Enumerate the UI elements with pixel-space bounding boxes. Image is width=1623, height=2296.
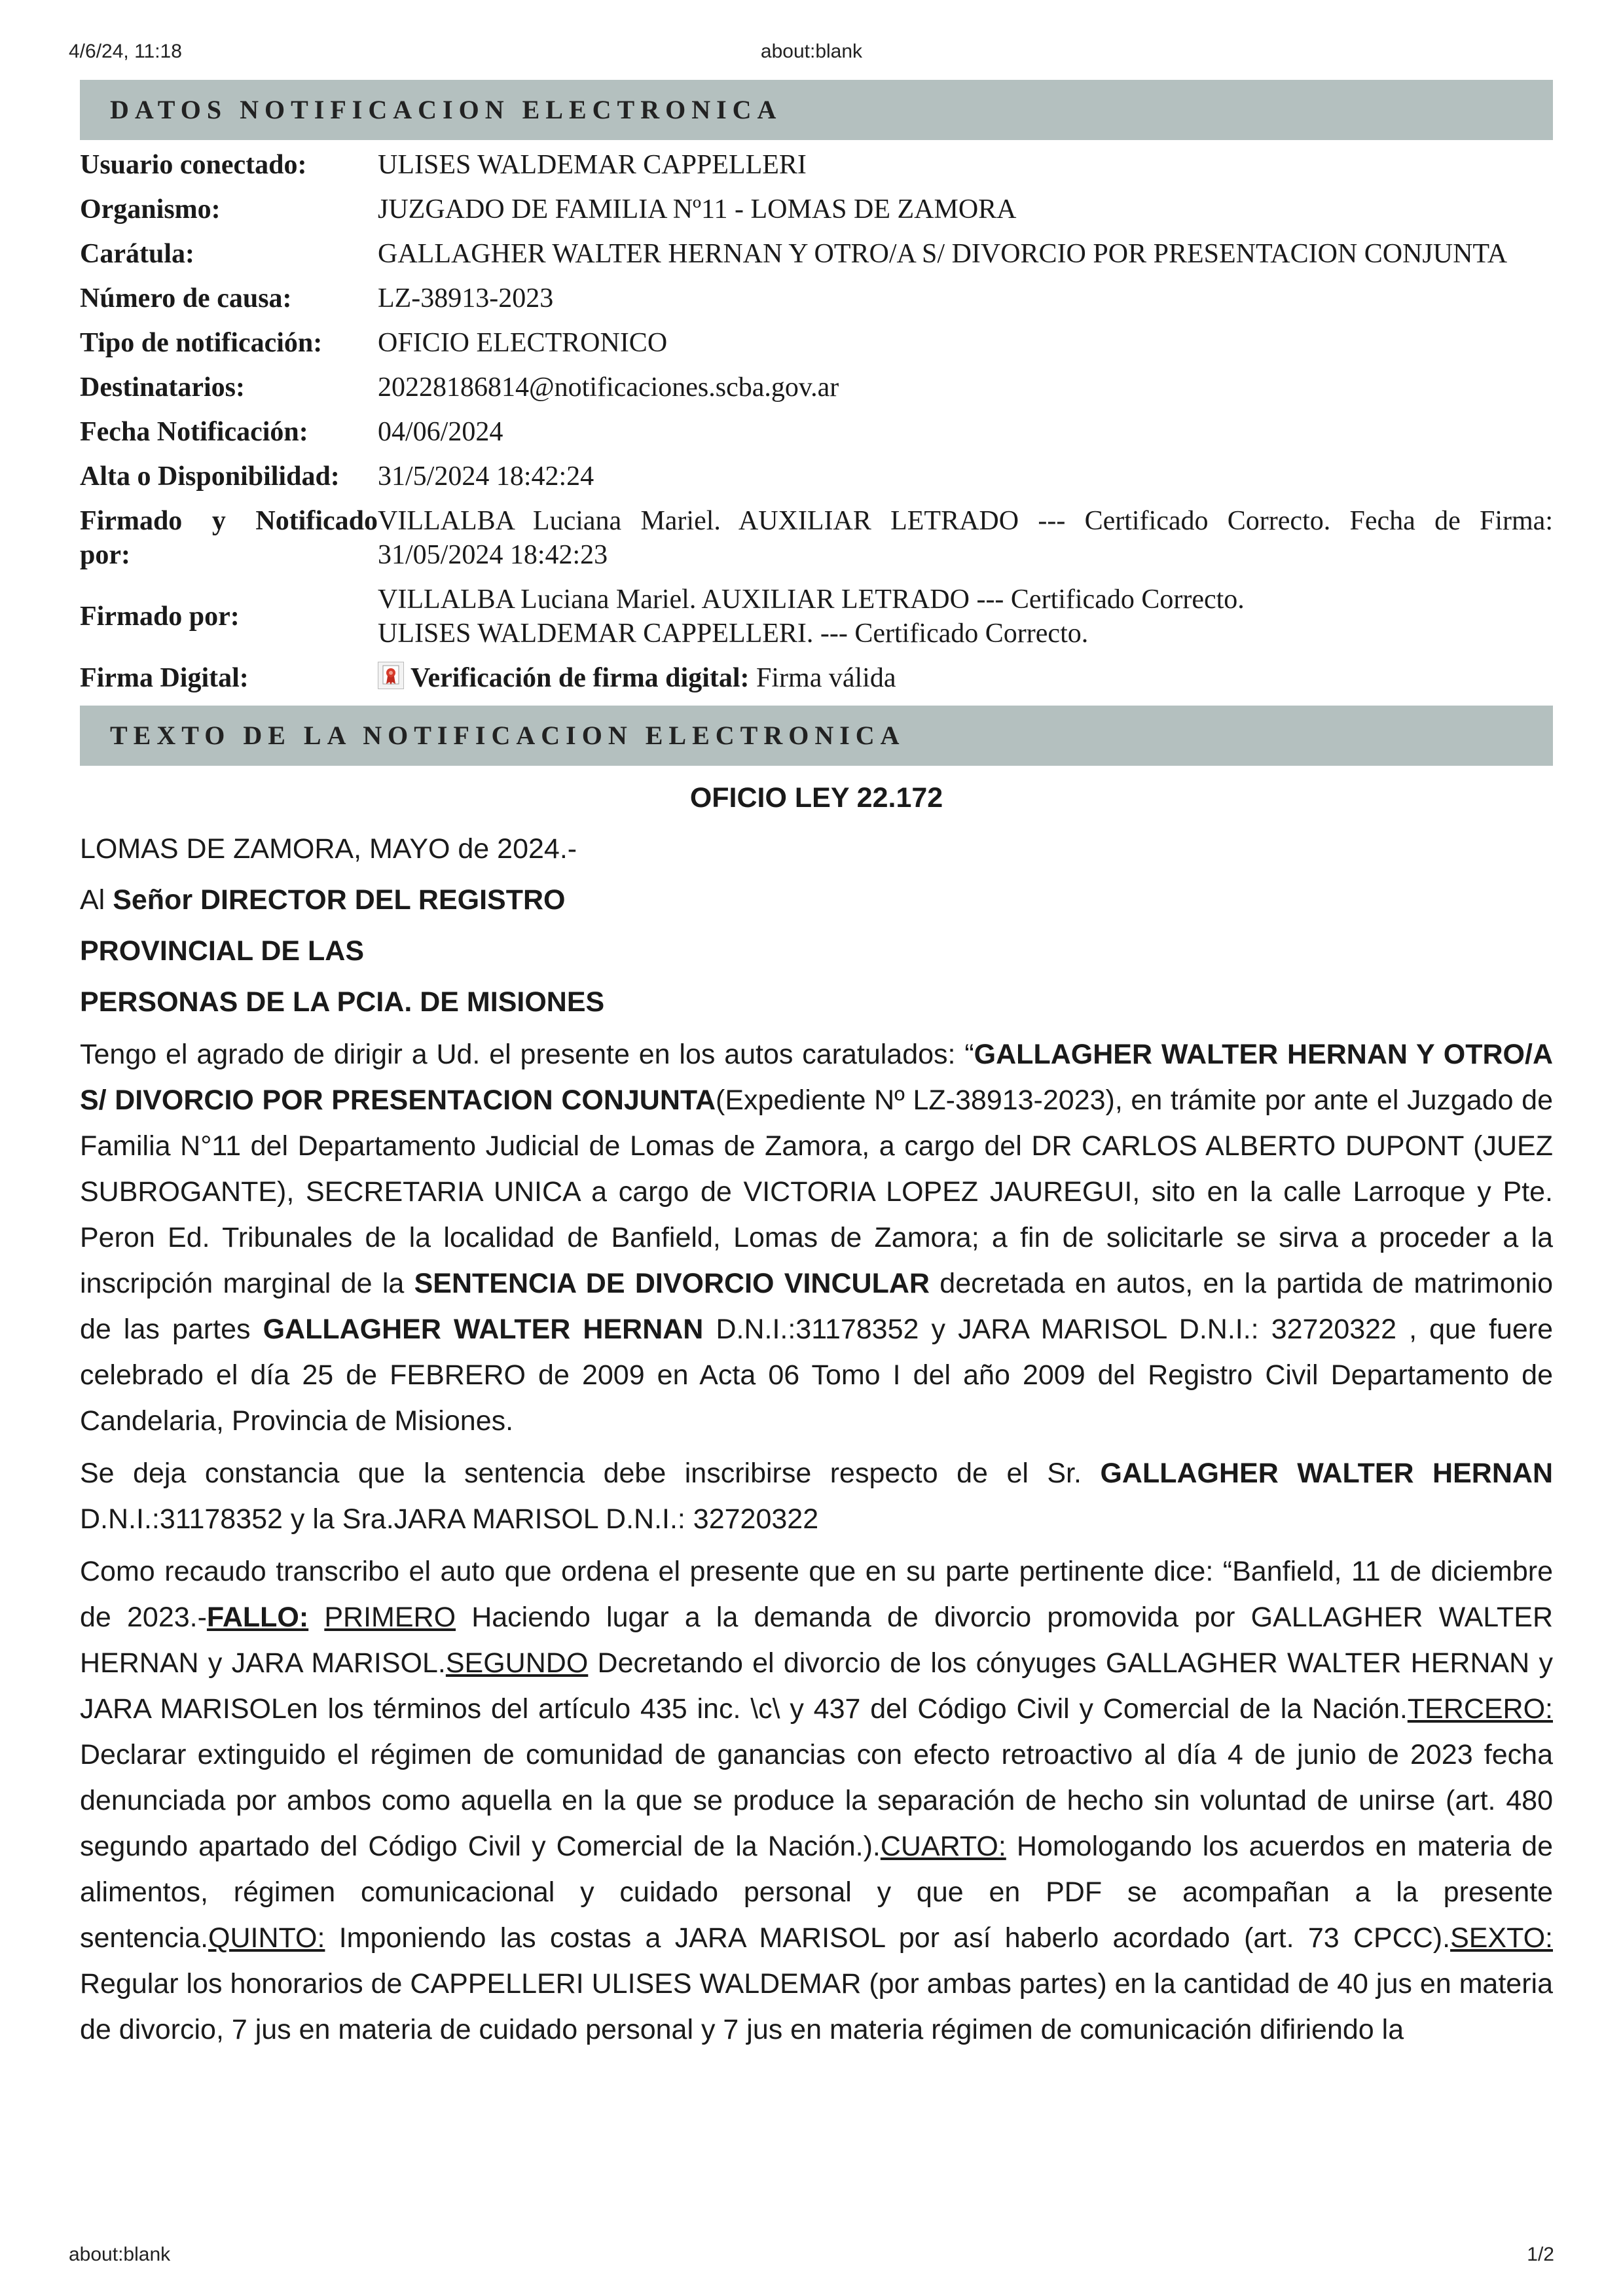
notification-metadata-table — [80, 143, 1553, 700]
field-label: Carátula: — [80, 239, 194, 269]
field-value-alta: 31/5/2024 18:42:24 — [378, 461, 594, 492]
addressee-name: PROVINCIAL DE LAS — [80, 935, 365, 967]
certificate-ribbon-icon[interactable] — [378, 662, 404, 689]
field-value-usuario: ULISES WALDEMAR CAPPELLERI — [378, 150, 807, 180]
clause-heading: QUINTO: — [208, 1922, 325, 1954]
field-row-caratula — [80, 232, 1553, 276]
signer-line: ULISES WALDEMAR CAPPELLERI. --- Certificado Correcto. — [378, 619, 1089, 649]
addressee-prefix: Al — [80, 884, 113, 916]
text-run: D.N.I.:31178352 y la Sra.JARA MARISOL D.N.I.: 32720322 — [80, 1503, 819, 1535]
field-label: Firma Digital: — [80, 663, 249, 693]
field-label: Tipo de notificación: — [80, 328, 323, 358]
field-label: Número de causa: — [80, 283, 292, 314]
section-header-datos: DATOS NOTIFICACION ELECTRONICA — [80, 80, 1553, 140]
sentence-type: SENTENCIA DE DIVORCIO VINCULAR — [414, 1268, 930, 1299]
paragraph-constancia — [80, 1450, 1553, 1542]
field-label: Destinatarios: — [80, 372, 245, 403]
field-label: Firmado por: — [80, 601, 240, 632]
field-row-firmado-notificado — [80, 499, 1553, 577]
field-label: Organismo: — [80, 194, 221, 224]
paragraph-fallo — [80, 1549, 1553, 2053]
text-run: Haciendo lugar a la demanda de divorcio promovida por GALLAGHER WALTER HERNAN y JARA MARISOL. — [80, 1602, 1553, 1679]
addressee-name: PERSONAS DE LA PCIA. DE MISIONES — [80, 986, 605, 1018]
text-run: Imponiendo las costas a JARA MARISOL por así haberlo acordado (art. 73 CPCC). — [325, 1922, 1451, 1954]
field-label: Fecha Notificación: — [80, 417, 308, 447]
clause-heading: SEXTO: — [1450, 1922, 1553, 1954]
document-content — [80, 80, 1553, 2053]
paragraph-request — [80, 1031, 1553, 1444]
field-row-destinatarios — [80, 365, 1553, 410]
addressee-name: Señor DIRECTOR DEL REGISTRO — [113, 884, 566, 916]
print-footer — [0, 2244, 1623, 2270]
clause-heading: TERCERO: — [1407, 1693, 1553, 1725]
field-row-organismo — [80, 187, 1553, 232]
text-run: decretada en autos, en la partida de matrimonio de las partes — [80, 1268, 1554, 1345]
party-name: GALLAGHER WALTER HERNAN — [1100, 1458, 1553, 1489]
field-row-firma-digital — [80, 656, 1553, 700]
addressee-line — [80, 877, 1553, 923]
text-run: (Expediente Nº LZ-38913-2023), en trámite por ante el Juzgado de Familia N°11 del Departamento Judicial de Lomas de Zamora, a cargo del DR CARLOS ALBERTO DUPONT (JUEZ SUBROGANTE), SECRETARIA UNICA a cargo de VICTORIA LOPEZ JAUREGUI, sito en la calle Larroque y Pte. Peron Ed. Tribunales de la localidad de Banfield, Lomas de Zamora; a fin de solicitarle se sirva a proceder a la inscripción marginal de la — [80, 1085, 1553, 1299]
section-header-texto: TEXTO DE LA NOTIFICACION ELECTRONICA — [80, 706, 1553, 766]
field-value-numero: LZ-38913-2023 — [378, 283, 554, 314]
verification-label: Verificación de firma digital: — [410, 663, 750, 693]
field-row-tipo — [80, 321, 1553, 365]
case-title: GALLAGHER WALTER HERNAN Y OTRO/A S/ DIVORCIO POR PRESENTACION CONJUNTA — [80, 1039, 1554, 1116]
field-value-organismo: JUZGADO DE FAMILIA Nº11 - LOMAS DE ZAMORA — [378, 194, 1017, 224]
field-value-caratula: GALLAGHER WALTER HERNAN Y OTRO/A S/ DIVORCIO POR PRESENTACION CONJUNTA — [378, 239, 1508, 269]
field-value-fecha: 04/06/2024 — [378, 417, 503, 447]
footer-url: about:blank — [69, 2244, 171, 2265]
print-datetime: 4/6/24, 11:18 — [69, 41, 182, 62]
field-row-usuario — [80, 143, 1553, 187]
addressee-line — [80, 928, 1553, 974]
signer-line: VILLALBA Luciana Mariel. AUXILIAR LETRADO --- Certificado Correcto. — [378, 584, 1245, 615]
clause-heading: PRIMERO — [324, 1602, 456, 1633]
clause-heading: SEGUNDO — [445, 1647, 589, 1679]
text-run: Tengo el agrado de dirigir a Ud. el presente en los autos caratulados: “ — [80, 1039, 974, 1070]
notification-body — [80, 775, 1553, 2053]
text-run: Regular los honorarios de CAPPELLERI ULISES WALDEMAR (por ambas partes) en la cantidad de 40 jus en materia de divorcio, 7 jus en materia de cuidado personal y 7 jus en materia régimen de comunicación difiriendo la — [80, 1968, 1553, 2045]
clause-heading: CUARTO: — [880, 1831, 1006, 1862]
text-run: Se deja constancia que la sentencia debe inscribirse respecto de el Sr. — [80, 1458, 1101, 1489]
addressee-line — [80, 979, 1553, 1025]
text-run: Como recaudo transcribo el auto que ordena el presente que en su parte pertinente dice: “Banfield, 11 de diciembre de 2023.- — [80, 1556, 1553, 1633]
page-number: 1/2 — [1527, 2244, 1554, 2265]
field-value-firmado-notificado: VILLALBA Luciana Mariel. AUXILIAR LETRADO --- Certificado Correcto. Fecha de Firma: 31/05/2024 18:42:23 — [378, 506, 1553, 570]
document-title: OFICIO LEY 22.172 — [689, 782, 943, 814]
field-row-alta — [80, 454, 1553, 499]
text-run: Homologando los acuerdos en materia de alimentos, régimen comunicacional y cuidado personal y que en PDF se acompañan a la presente sentencia. — [80, 1831, 1553, 1954]
print-header — [0, 41, 1623, 67]
date-line: LOMAS DE ZAMORA, MAYO de 2024.- — [80, 833, 577, 865]
print-url: about:blank — [760, 41, 863, 62]
verification-value: Firma válida — [756, 663, 896, 693]
field-row-fecha — [80, 410, 1553, 454]
field-row-firmado-por — [80, 577, 1553, 656]
field-label: Usuario conectado: — [80, 150, 307, 180]
text-run: Decretando el divorcio de los cónyuges GALLAGHER WALTER HERNAN y JARA MARISOLen los términos del artículo 435 inc. \c\ y 437 del Código Civil y Comercial de la Nación. — [80, 1647, 1553, 1725]
party-name: GALLAGHER WALTER HERNAN — [263, 1314, 704, 1345]
field-value-firma-digital — [378, 656, 1553, 700]
field-label: Alta o Disponibilidad: — [80, 461, 340, 492]
field-label: Firmado y Notificado por: — [80, 506, 378, 570]
text-run — [308, 1602, 324, 1633]
field-value-firmado-por — [378, 577, 1553, 656]
fallo-heading: FALLO: — [206, 1602, 309, 1633]
field-value-tipo: OFICIO ELECTRONICO — [378, 328, 668, 358]
text-run: D.N.I.:31178352 y JARA MARISOL D.N.I.: 32720322 , que fuere celebrado el día 25 de FEBRERO de 2009 en Acta 06 Tomo I del año 2009 del Registro Civil Departamento de Candelaria, Provincia de Misiones. — [80, 1314, 1553, 1437]
field-value-destinatarios: 20228186814@notificaciones.scba.gov.ar — [378, 372, 839, 403]
text-run: Declarar extinguido el régimen de comunidad de ganancias con efecto retroactivo al día 4 de junio de 2023 fecha denunciada por ambos como aquella en la que se produce la separación de hecho sin voluntad de unirse (art. 480 segundo apartado del Código Civil y Comercial de la Nación.). — [80, 1739, 1553, 1862]
field-row-numero — [80, 276, 1553, 321]
